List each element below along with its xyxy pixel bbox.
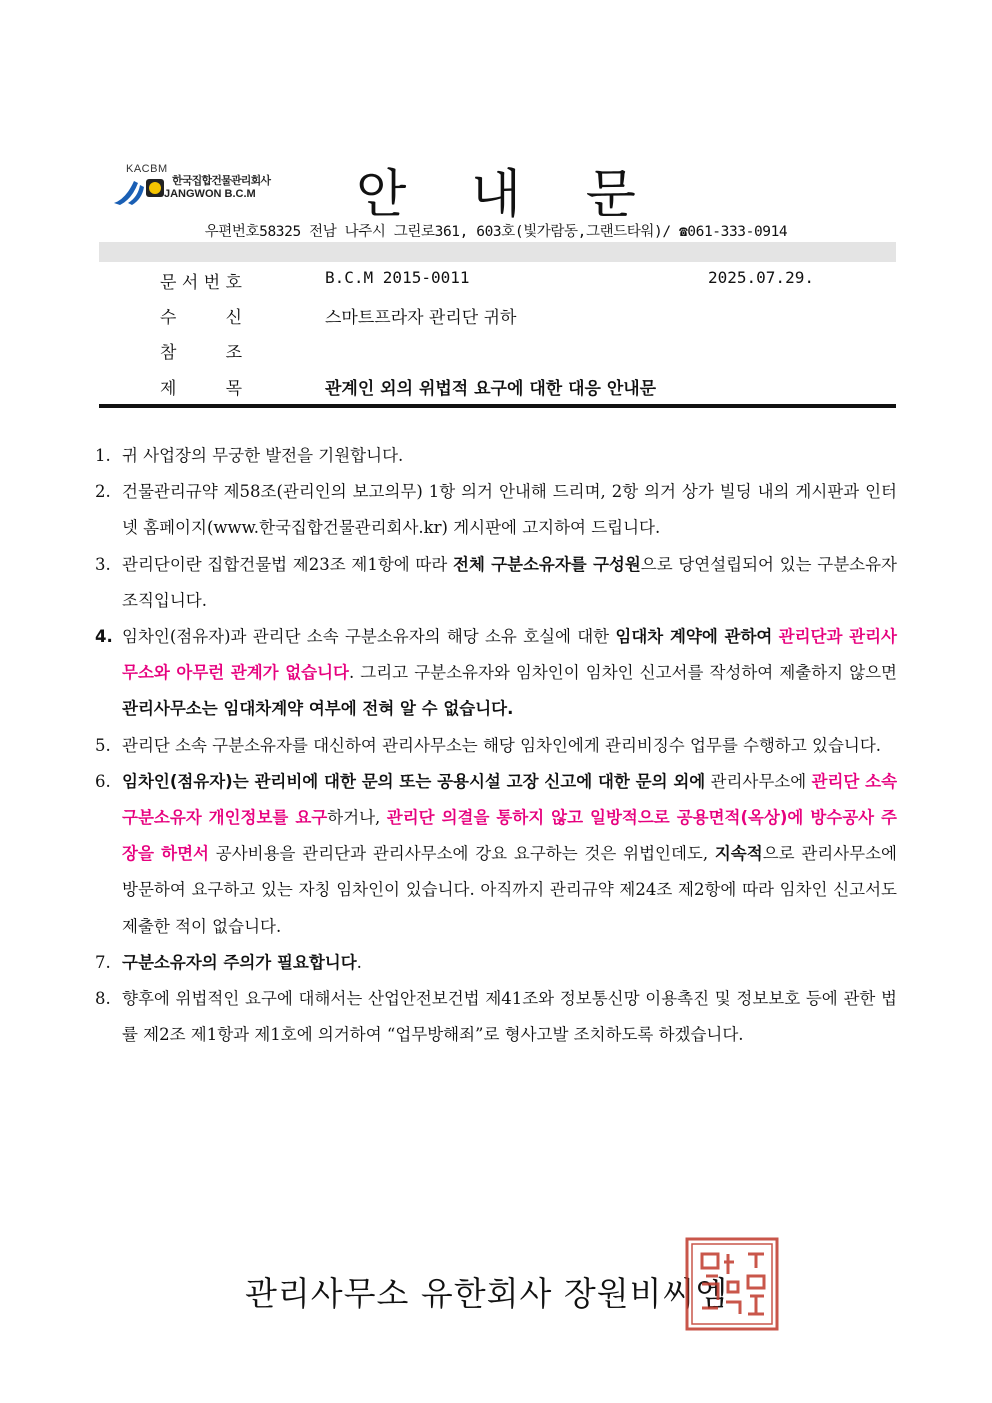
body-text: 하거나, xyxy=(327,808,387,828)
doc-date: 2025.07.29. xyxy=(708,268,814,287)
notice-item-number: 6. xyxy=(95,771,111,791)
highlight-text: 관리단 의결을 통하지 않고 일방적으로 공용면적(옥상)에 방수공사 주장을 하면서 xyxy=(122,808,897,864)
notice-item xyxy=(95,619,897,728)
notice-item xyxy=(95,547,897,619)
meta-row-reference xyxy=(0,338,992,372)
doc-no-value: B.C.M 2015-0011 xyxy=(325,268,470,287)
body-text: 관리단이란 집합건물법 제23조 제1항에 따라 xyxy=(122,554,454,574)
body-text: . xyxy=(356,952,362,972)
notice-item-text xyxy=(122,619,897,728)
body-text: 건물관리규약 제58조(관리인의 보고의무) 1항 의거 안내해 드리며, 2항 의거 상가 빌딩 내의 게시판과 인터넷 홈페이지(www.한국집합건물관리회사.kr) 게시판에 고지하여 드립니다. xyxy=(122,482,897,538)
notice-item-text xyxy=(122,728,897,764)
company-address: 우편번호58325 전남 나주시 그린로361, 603호(빛가람동,그랜드타워)/ ☎061-333-0914 xyxy=(204,224,788,240)
bold-text: 전체 구분소유자를 구성원 xyxy=(453,554,641,574)
notice-item xyxy=(95,981,897,1053)
body-text: 공사비용을 관리단과 관리사무소에 강요 요구하는 것은 위법인데도, xyxy=(209,844,715,864)
meta-bottom-rule xyxy=(99,404,896,408)
bold-text: 지속적 xyxy=(714,844,763,864)
notice-item-number: 1. xyxy=(95,446,111,465)
body-text: 으로 관리사무소에 방문하여 요구하고 있는 자칭 임차인이 있습니다. 아직까지 관리규약 제24조 제2항에 따라 임차인 신고서도 제출한 적이 없습니다. xyxy=(122,844,897,936)
notice-item xyxy=(95,945,897,981)
notice-item-number: 2. xyxy=(95,482,111,502)
notice-item xyxy=(95,728,897,764)
bold-text: 관리사무소는 임대차계약 여부에 전혀 알 수 없습니다. xyxy=(122,699,514,719)
meta-row-recipient xyxy=(0,303,992,337)
company-seal-icon xyxy=(684,1236,780,1332)
body-text: 귀 사업장의 무궁한 발전을 기원합니다. xyxy=(122,446,404,465)
reference-label: 참 조 xyxy=(160,343,242,363)
body-text: 으로 당연설립되어 있는 구분소유자 조직입니다. xyxy=(122,554,897,610)
notice-item xyxy=(95,438,897,474)
notice-item xyxy=(95,764,897,945)
subject-label: 제 목 xyxy=(160,379,242,399)
body-text: 관리단 소속 구분소유자를 대신하여 관리사무소는 해당 임차인에게 관리비징수 업무를 수행하고 있습니다. xyxy=(122,735,882,755)
document-title: 안 내 문 xyxy=(356,165,660,225)
meta-row-doc-no xyxy=(0,268,992,302)
logo-acronym: KACBM xyxy=(126,163,168,175)
body-text: 임차인(점유자)과 관리단 소속 구분소유자의 해당 소유 호실에 대한 xyxy=(122,627,616,647)
highlight-text: 관리단과 관리사무소와 아무런 관계가 없습니다 xyxy=(122,627,897,683)
body-text: 관리사무소에 xyxy=(705,771,812,791)
notice-item-text xyxy=(122,438,897,474)
notice-item-text xyxy=(122,981,897,1053)
notice-item-number: 4. xyxy=(95,627,113,647)
recipient-label: 수 신 xyxy=(160,308,242,328)
notice-item xyxy=(95,474,897,546)
meta-row-subject xyxy=(0,374,992,408)
header-divider-bar xyxy=(99,242,896,262)
notice-item-number: 8. xyxy=(95,989,111,1009)
notice-item-text xyxy=(122,945,897,981)
notice-item-number: 3. xyxy=(95,554,111,574)
notice-item-text xyxy=(122,764,897,945)
recipient-value: 스마트프라자 관리단 귀하 xyxy=(325,308,517,328)
bold-text: 임차인(점유자)는 관리비에 대한 문의 또는 공용시설 고장 신고에 대한 문의 외에 xyxy=(122,771,706,791)
notice-item-number: 7. xyxy=(95,952,111,972)
notice-item-text xyxy=(122,547,897,619)
notice-item-number: 5. xyxy=(95,735,111,755)
subject-value: 관계인 외의 위법적 요구에 대한 대응 안내문 xyxy=(325,379,657,399)
notice-body xyxy=(95,438,897,1053)
signature-line: 관리사무소 유한회사 장원비씨엠 xyxy=(245,1274,729,1313)
notice-item-text xyxy=(122,474,897,546)
logo-company-korean: 한국집합건물관리회사 xyxy=(172,174,271,187)
body-text: . 그리고 구분소유자와 임차인이 임차인 신고서를 작성하여 제출하지 않으면 xyxy=(348,663,897,683)
doc-no-label: 문 서 번 호 xyxy=(160,273,242,293)
bold-text: 구분소유자의 주의가 필요합니다 xyxy=(122,952,357,972)
logo-company-english: JANGWON B.C.M xyxy=(164,188,256,200)
highlight-text: 관리단 소속 구분소유자 개인정보를 요구 xyxy=(122,771,898,828)
bold-text: 임대차 계약에 관하여 xyxy=(615,627,773,647)
body-text: 향후에 위법적인 요구에 대해서는 산업안전보건법 제41조와 정보통신망 이용촉진 및 정보보호 등에 관한 법률 제2조 제1항과 제1호에 의거하여 “업무방해죄”로 형사고발 조치하도록 하겠습니다. xyxy=(122,989,897,1045)
